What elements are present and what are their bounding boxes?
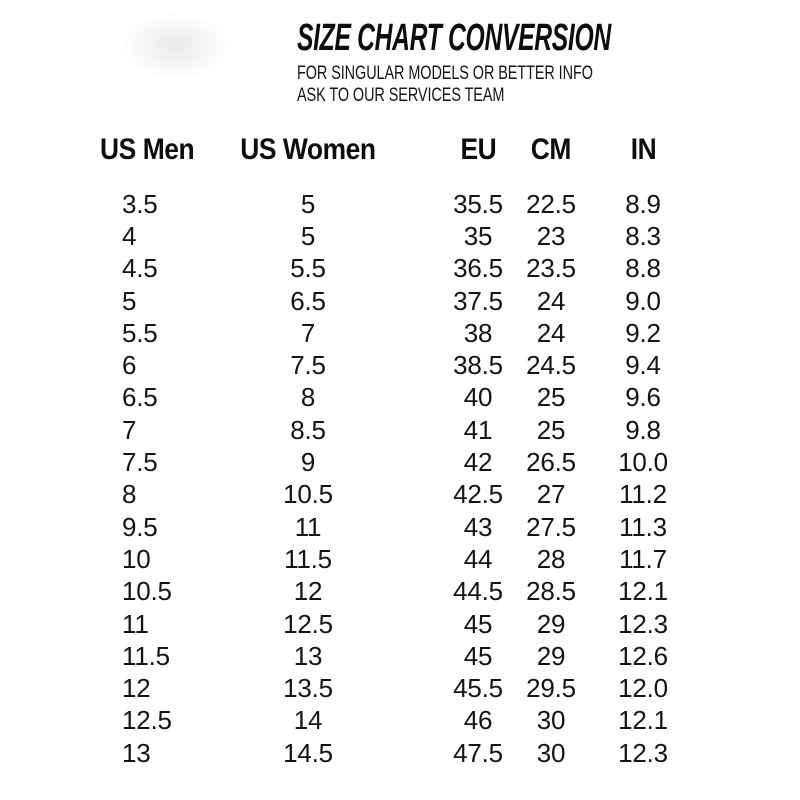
table-cell: 9	[300, 447, 316, 478]
table-cell: 8.8	[625, 253, 661, 284]
cell-spacer	[391, 640, 441, 672]
table-row	[122, 188, 699, 220]
table-cell: 14	[293, 705, 323, 736]
table-cell: 12.3	[618, 608, 668, 639]
table-cell: 43	[463, 511, 493, 542]
table-row	[122, 705, 699, 737]
table-cell: 26.5	[526, 447, 576, 478]
table-cell: 47.5	[453, 737, 503, 768]
table-cell: 6	[122, 350, 137, 381]
table-cell: 8	[300, 382, 316, 413]
table-cell: 35	[463, 220, 493, 251]
cell-spacer	[391, 382, 441, 414]
table-cell: 5	[300, 220, 316, 251]
table-cell: 23	[536, 220, 566, 251]
table-cell: 42	[463, 447, 493, 478]
table-cell: 25	[536, 414, 566, 445]
table-row	[122, 543, 699, 575]
table-cell: 29	[536, 608, 566, 639]
table-cell: 11.5	[284, 543, 332, 574]
cell-spacer	[391, 737, 441, 769]
table-cell: 22.5	[526, 188, 576, 219]
table-cell: 9.2	[625, 317, 661, 348]
cell-spacer	[391, 349, 441, 381]
table-cell: 12.0	[618, 673, 668, 704]
cell-spacer	[391, 672, 441, 704]
table-cell: 42.5	[453, 479, 503, 510]
table-cell: 9.0	[625, 285, 661, 316]
table-row	[122, 253, 699, 285]
table-cell: 6.5	[290, 285, 326, 316]
table-cell: 23.5	[526, 253, 576, 284]
table-cell: 4	[122, 220, 137, 251]
table-cell: 9.5	[122, 511, 158, 542]
subtitle-line-2: ASK TO OUR SERVICES TEAM	[297, 84, 505, 106]
column-header-cm	[515, 132, 587, 168]
table-row	[122, 672, 699, 704]
table-cell: 12	[122, 673, 151, 704]
table-row	[122, 640, 699, 672]
table-row	[122, 737, 699, 769]
column-header-us-men	[100, 132, 225, 168]
table-cell: 44	[463, 543, 493, 574]
table-cell: 10.5	[283, 479, 333, 510]
table-cell: 27.5	[526, 511, 576, 542]
cell-spacer	[391, 543, 441, 575]
table-cell: 12.3	[618, 737, 668, 768]
table-row	[122, 414, 699, 446]
cell-spacer	[391, 446, 441, 478]
table-header-row	[100, 132, 699, 168]
table-cell: 28	[536, 543, 566, 574]
table-cell: 5.5	[122, 317, 158, 348]
table-cell: 11.5	[122, 640, 170, 671]
cell-spacer	[391, 479, 441, 511]
table-cell: 40	[463, 382, 493, 413]
column-header-us-women-label: US Women	[240, 133, 376, 166]
table-cell: 12.5	[122, 705, 172, 736]
table-cell: 12.1	[618, 576, 668, 607]
table-cell: 24	[536, 285, 566, 316]
table-cell: 45	[463, 608, 493, 639]
table-cell: 9.6	[625, 382, 661, 413]
table-cell: 35.5	[453, 188, 503, 219]
table-row	[122, 608, 699, 640]
table-cell: 13.5	[283, 673, 333, 704]
table-cell: 9.4	[625, 350, 661, 381]
table-cell: 24.5	[526, 350, 576, 381]
table-cell: 6.5	[122, 382, 158, 413]
table-row	[122, 511, 699, 543]
cell-spacer	[391, 705, 441, 737]
header-block	[297, 19, 780, 106]
table-cell: 13	[122, 737, 151, 768]
table-cell: 45.5	[453, 673, 503, 704]
page-title: SIZE CHART CONVERSION	[297, 17, 611, 59]
table-cell: 38	[463, 317, 493, 348]
table-cell: 11	[122, 608, 149, 639]
column-header-cm-label: CM	[530, 133, 572, 166]
cell-spacer	[391, 608, 441, 640]
header-spacer	[391, 132, 441, 168]
cell-spacer	[391, 414, 441, 446]
table-cell: 7.5	[290, 350, 326, 381]
table-row	[122, 576, 699, 608]
table-cell: 8.9	[625, 188, 661, 219]
column-header-us-women	[225, 132, 391, 168]
table-cell: 27	[536, 479, 566, 510]
table-cell: 37.5	[453, 285, 503, 316]
table-cell: 29.5	[526, 673, 576, 704]
table-cell: 28.5	[526, 576, 576, 607]
table-cell: 25	[536, 382, 566, 413]
table-cell: 30	[536, 737, 566, 768]
cell-spacer	[391, 317, 441, 349]
table-row	[122, 349, 699, 381]
cell-spacer	[391, 220, 441, 252]
table-cell: 8.3	[625, 220, 661, 251]
table-cell: 5	[300, 188, 316, 219]
table-cell: 7.5	[122, 447, 158, 478]
table-cell: 12.6	[618, 640, 668, 671]
table-cell: 45	[463, 640, 493, 671]
table-cell: 3.5	[122, 188, 158, 219]
cell-spacer	[391, 576, 441, 608]
table-cell: 11.3	[619, 511, 667, 542]
cell-spacer	[391, 285, 441, 317]
table-cell: 29	[536, 640, 566, 671]
table-cell: 11	[294, 511, 322, 542]
table-body	[0, 188, 699, 769]
size-conversion-table	[0, 132, 699, 769]
table-cell: 30	[536, 705, 566, 736]
table-cell: 11.7	[619, 543, 667, 574]
table-cell: 7	[300, 317, 316, 348]
cell-spacer	[391, 253, 441, 285]
table-cell: 41	[463, 414, 493, 445]
subtitle-line-1: FOR SINGULAR MODELS OR BETTER INFO	[297, 63, 593, 84]
column-header-eu	[441, 132, 515, 168]
table-row	[122, 220, 699, 252]
table-cell: 12.1	[618, 705, 668, 736]
table-cell: 10	[122, 543, 151, 574]
table-cell: 8	[122, 479, 137, 510]
table-row	[122, 479, 699, 511]
table-cell: 11.2	[619, 479, 667, 510]
table-cell: 44.5	[453, 576, 503, 607]
column-header-eu-label: EU	[460, 133, 496, 166]
table-cell: 24	[536, 317, 566, 348]
table-cell: 12.5	[283, 608, 333, 639]
table-row	[122, 446, 699, 478]
column-header-in-label: IN	[630, 133, 656, 166]
table-cell: 36.5	[453, 253, 503, 284]
table-cell: 5.5	[290, 253, 326, 284]
column-header-in	[587, 132, 699, 168]
table-cell: 10.5	[122, 576, 172, 607]
table-row	[122, 382, 699, 414]
table-cell: 10.0	[618, 447, 668, 478]
table-cell: 7	[122, 414, 137, 445]
table-cell: 13	[293, 640, 323, 671]
column-header-us-men-label: US Men	[100, 133, 195, 166]
table-row	[122, 285, 699, 317]
table-cell: 9.8	[625, 414, 661, 445]
table-cell: 8.5	[290, 414, 326, 445]
table-cell: 46	[463, 705, 493, 736]
cell-spacer	[391, 511, 441, 543]
table-row	[122, 317, 699, 349]
table-cell: 38.5	[453, 350, 503, 381]
table-cell: 12	[293, 576, 323, 607]
cell-spacer	[391, 188, 441, 220]
table-cell: 4.5	[122, 253, 158, 284]
faded-logo-smudge	[118, 10, 233, 82]
table-cell: 14.5	[283, 737, 333, 768]
table-cell: 5	[122, 285, 137, 316]
